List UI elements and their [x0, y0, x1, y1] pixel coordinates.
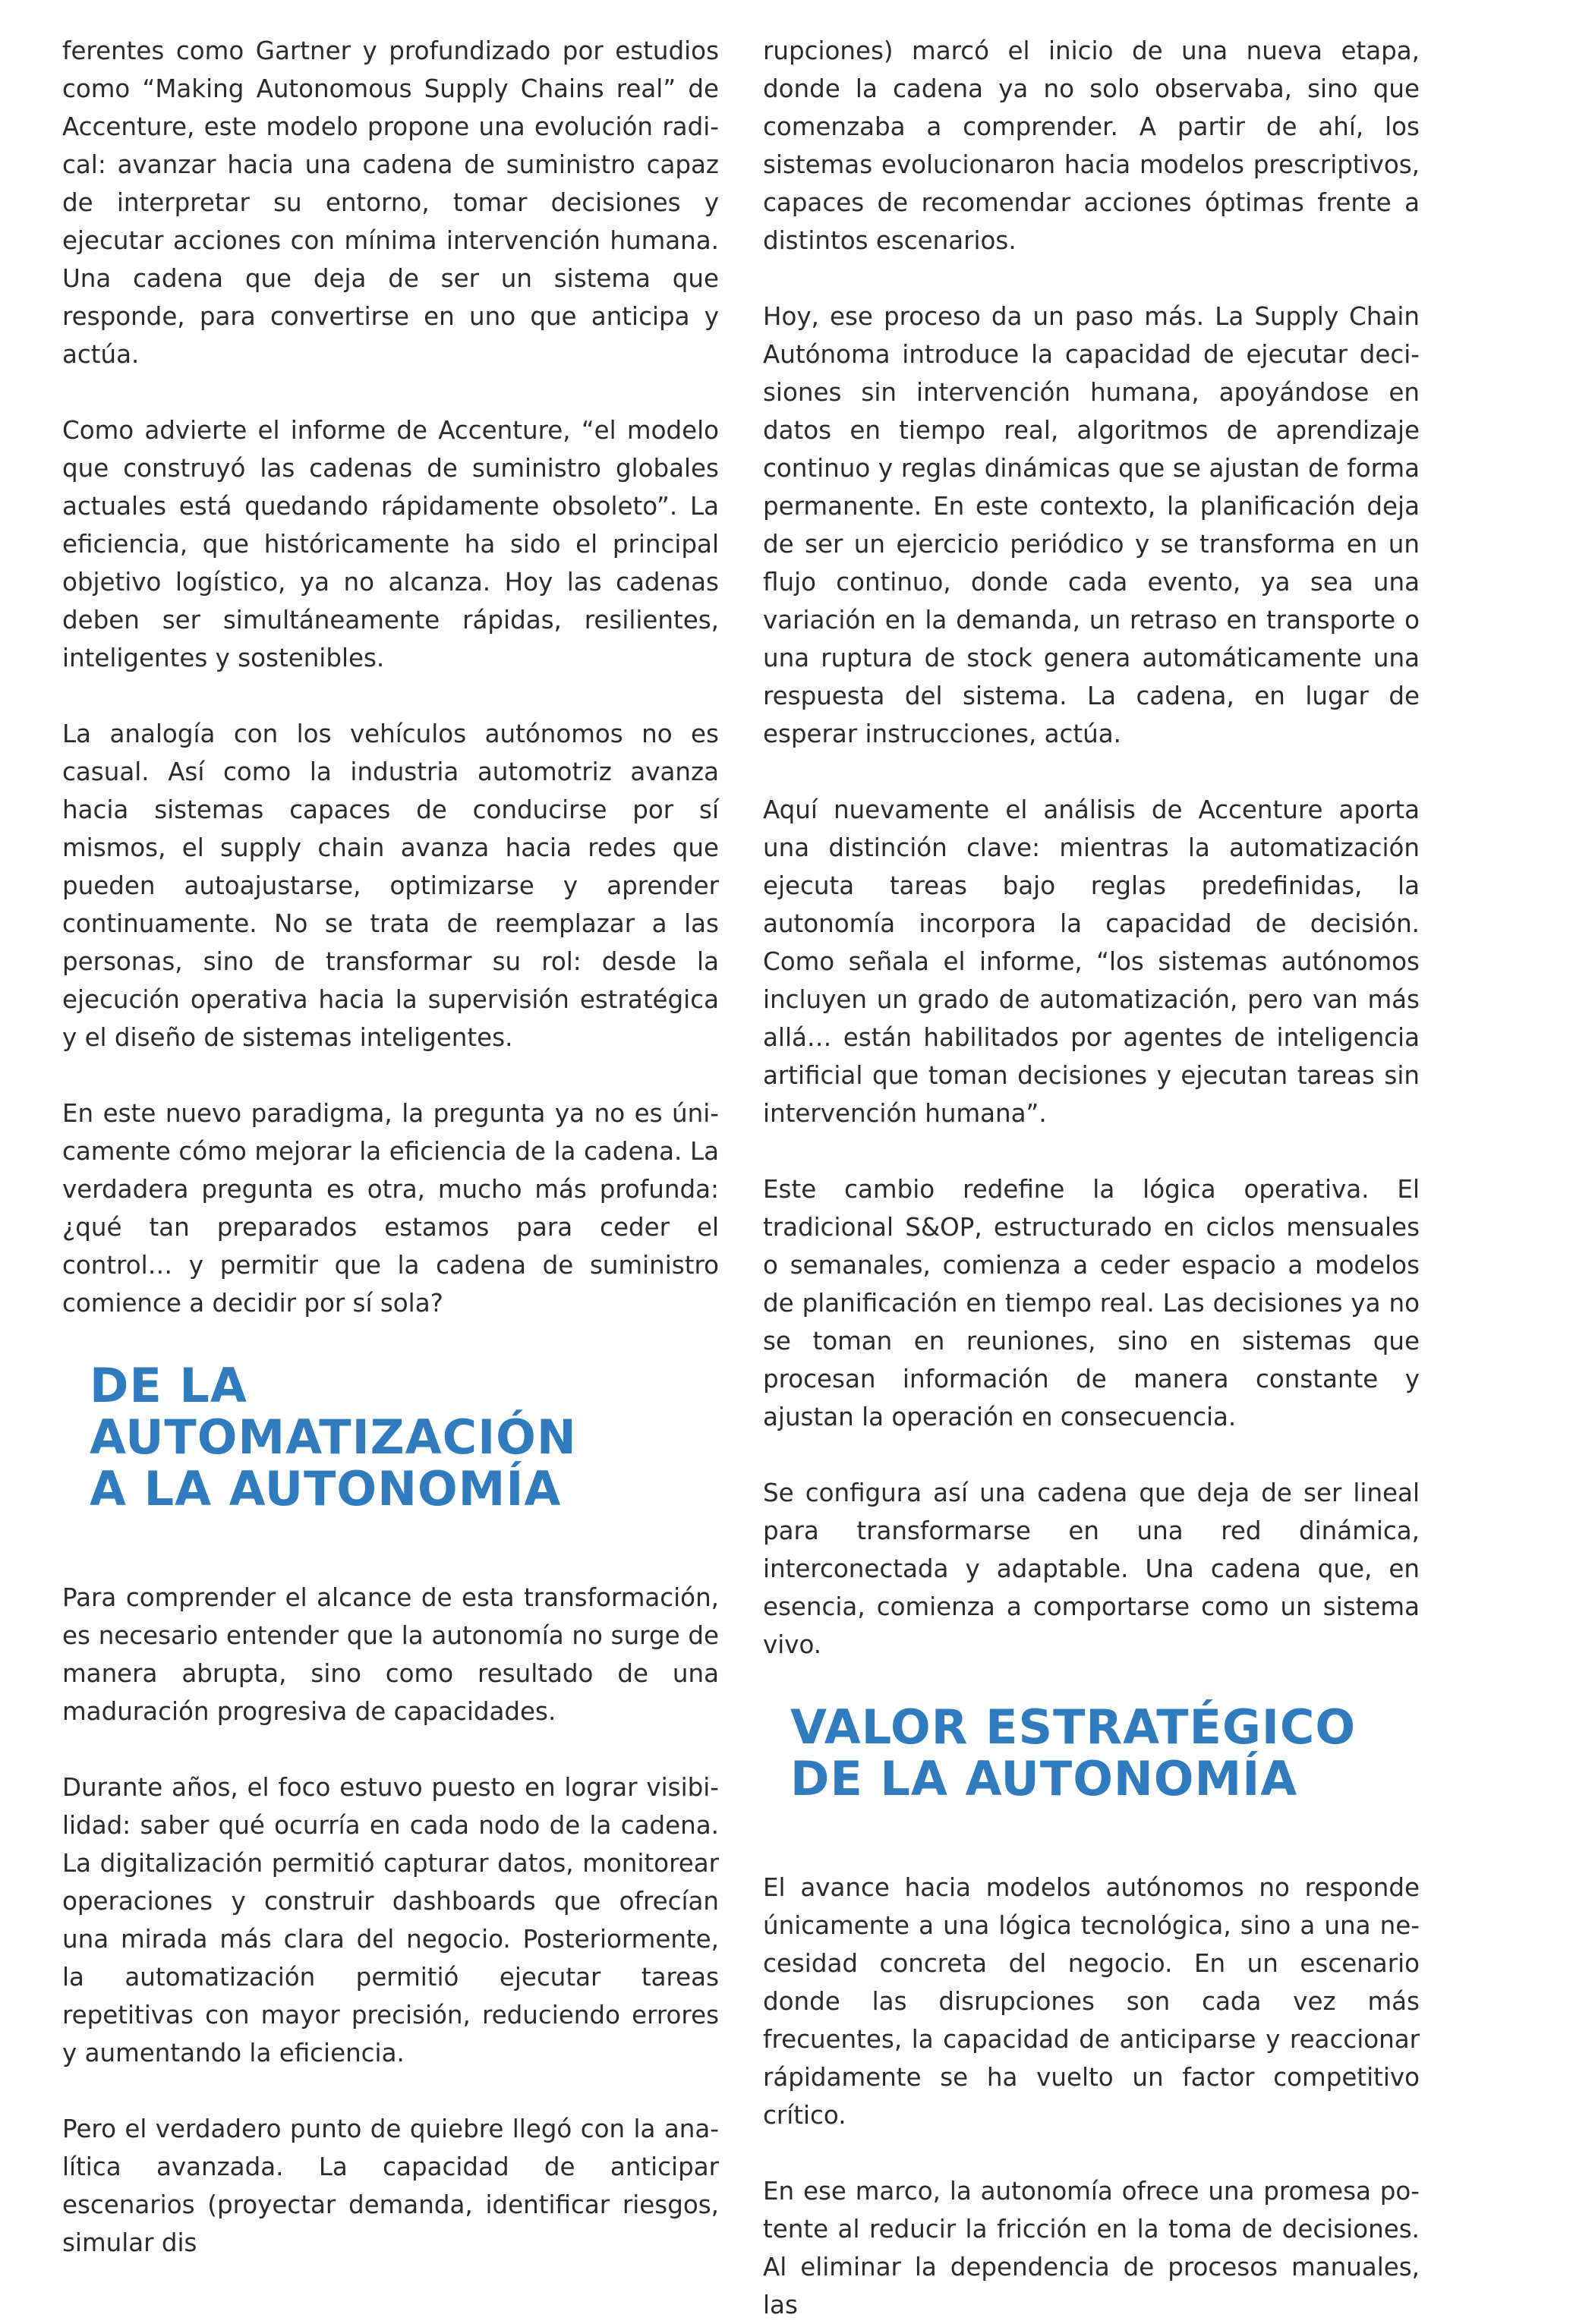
paragraph: rupciones) marcó el inicio de una nueva etapa, donde la cadena ya no solo observaba, sino que comenzaba a comprender. A partir de ahí, los sistemas evolucionaron hacia modelos prescriptivos, capaces de recomendar acciones óptimas frente a distintos escenarios. — [763, 36, 1420, 255]
paragraph: Este cambio redefine la lógica operativa. El tradicional S&OP, estructurado en ciclos mensuales o semanales, comienza a ceder espacio a modelos de planificación en tiempo real. Las decisiones ya no se toman en reuniones, sino en sistemas que procesan información de manera constante y ajustan la operación en consecuencia. — [763, 1175, 1420, 1431]
paragraph: Como advierte el informe de Accenture, “el modelo que construyó las cadenas de suministro globales actuales está quedando rápidamente obsoleto”. La eficiencia, que históricamente ha sido el principal objetivo logístico, ya no alcanza. Hoy las cadenas deben ser simultáneamente rápidas, resilientes, inteligentes y sostenibles. — [62, 416, 719, 672]
paragraph: Durante años, el foco estuvo puesto en lograr visibilidad: saber qué ocurría en cada nodo de la cadena. La digitalización permitió capturar datos, monitorear operaciones y construir dashboards que ofrecían una mirada más clara del negocio. Posteriormente, la automatización permitió ejecutar tareas repetitivas con mayor precisión, reduciendo errores y aumentando la eficiencia. — [62, 1773, 719, 2067]
paragraph: La analogía con los vehículos autónomos no es casual. Así como la industria automotriz avanza hacia sistemas capaces de conducirse por sí mismos, el supply chain avanza hacia redes que pueden autoajustarse, optimizarse y aprender continuamente. No se trata de reemplazar a las personas, sino de transformar su rol: desde la ejecución operativa hacia la supervisión estratégica y el diseño de sistemas inteligentes. — [62, 720, 719, 1052]
section-heading-line: DE LA AUTONOMÍA — [790, 1751, 1298, 1806]
section-heading — [90, 1360, 719, 1515]
section-heading-line: VALOR ESTRATÉGICO — [790, 1699, 1357, 1755]
paragraph: En ese marco, la autonomía ofrece una promesa potente al reducir la fricción en la toma de decisiones. Al eliminar la dependencia de procesos manuales, las — [763, 2177, 1420, 2319]
paragraph: Aquí nuevamente el análisis de Accenture aporta una distinción clave: mientras la automatización ejecuta tareas bajo reglas predefinidas, la autonomía incorpora la capacidad de decisión. Como señala el informe, “los sistemas autónomos incluyen un grado de automatización, pero van más allá… están habilitados por agentes de inteligencia artificial que toman decisiones y ejecutan tareas sin intervención humana”. — [763, 795, 1420, 1128]
paragraph: Pero el verdadero punto de quiebre llegó con la analítica avanzada. La capacidad de anticipar escenarios (proyectar demanda, identificar riesgos, simular dis — [62, 2115, 719, 2257]
section-heading-line: A LA AUTONOMÍA — [90, 1461, 562, 1516]
section-heading — [790, 1699, 1420, 1806]
section-heading-line: DE LA AUTOMATIZACIÓN — [90, 1358, 577, 1465]
paragraph: Hoy, ese proceso da un paso más. La Supply Chain Autónoma introduce la capacidad de ejecutar decisiones sin intervención humana, apoyándose en datos en tiempo real, algoritmos de aprendizaje continuo y reglas dinámicas que se ajustan de forma permanente. En este contexto, la planificación deja de ser un ejercicio periódico y se transforma en un flujo continuo, donde cada evento, ya sea una variación en la demanda, un retraso en transporte o una ruptura de stock genera automáticamente una respuesta del sistema. La cadena, en lugar de esperar instrucciones, actúa. — [763, 302, 1420, 748]
paragraph: El avance hacia modelos autónomos no responde únicamente a una lógica tecnológica, sino a una necesidad concreta del negocio. En un escenario donde las disrupciones son cada vez más frecuentes, la capacidad de anticiparse y reaccionar rápidamente se ha vuelto un factor competitivo crítico. — [763, 1873, 1420, 2130]
paragraph: En este nuevo paradigma, la pregunta ya no es únicamente cómo mejorar la eficiencia de la cadena. La verdadera pregunta es otra, mucho más profunda: ¿qué tan preparados estamos para ceder el control… y permitir que la cadena de suministro comience a decidir por sí sola? — [62, 1099, 719, 1318]
left-column — [62, 32, 719, 2262]
paragraph: ferentes como Gartner y profundizado por estudios como “Making Autonomous Supply Chains real” de Accenture, este modelo propone una evolución radical: avanzar hacia una cadena de suministro capaz de interpretar su entorno, tomar decisiones y ejecutar acciones con mínima intervención humana. Una cadena que deja de ser un sistema que responde, para convertirse en uno que anticipa y actúa. — [62, 36, 719, 369]
paragraph: Para comprender el alcance de esta transformación, es necesario entender que la autonomía no surge de manera abrupta, sino como resultado de una maduración progresiva de capacidades. — [62, 1583, 719, 1726]
paragraph: Se configura así una cadena que deja de ser lineal para transformarse en una red dinámica, interconectada y adaptable. Una cadena que, en esencia, comienza a comportarse como un sistema vivo. — [763, 1478, 1420, 1659]
right-column — [763, 32, 1420, 2324]
